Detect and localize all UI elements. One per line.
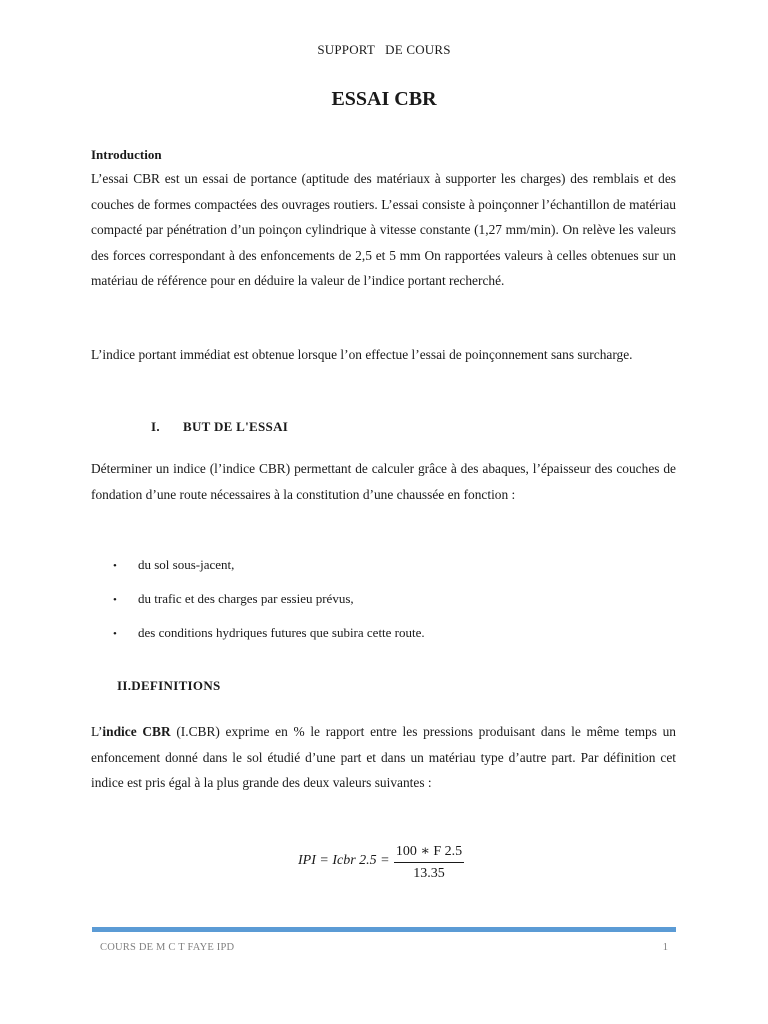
bullet-icon: • <box>113 628 117 640</box>
footer-page-number: 1 <box>662 942 668 953</box>
section-1-number: I. <box>151 419 160 434</box>
page-title: ESSAI CBR <box>331 88 437 110</box>
formula-denominator: 13.35 <box>413 866 445 881</box>
formula-fraction <box>394 842 464 883</box>
list-item-text: du sol sous-jacent, <box>138 557 235 572</box>
section-2-heading: II.DEFINITIONS <box>117 678 221 693</box>
section-2-bold-term: indice CBR <box>102 724 171 739</box>
bullet-icon: • <box>113 560 117 572</box>
formula-numerator: 100 ∗ F 2.5 <box>395 844 463 859</box>
introduction-paragraph-2: L’indice portant immédiat est obtenue lorsque l’on effectue l’essai de poinçonnement sans surcharge. <box>91 347 633 362</box>
introduction-paragraph-1: L’essai CBR est un essai de portance (aptitude des matériaux à supporter les charges) des remblais et des couches de formes compactées des ouvrages routiers. L’essai consiste à poinçonner l’échantillon de matériau compacté par pénétration d’un poinçon cylindrique à vitesse constante (1,27 mm/min). On relève les valeurs des forces correspondant à des enfoncements de 2,5 et 5 mm On rapportées valeurs à celles obtenues sur un matériau de référence pour en déduire la valeur de l’indice portant recherché. <box>91 171 676 288</box>
page-header: SUPPORT DE COURS <box>317 42 451 57</box>
footer-course-label: COURS DE M C T FAYE IPD <box>100 942 235 953</box>
section-1-title: BUT DE L'ESSAI <box>183 419 289 434</box>
fraction-bar <box>394 862 464 863</box>
list-item-text: du trafic et des charges par essieu prévus, <box>138 591 354 606</box>
bullet-icon: • <box>113 594 117 606</box>
list-item <box>113 557 234 573</box>
list-item <box>113 625 425 641</box>
section-2-prefix: L’ <box>91 724 103 739</box>
section-1-paragraph: Déterminer un indice (l’indice CBR) permettant de calculer grâce à des abaques, l’épaisseur des couches de fondation d’une route nécessaires à la constitution d’une chaussée en fonction : <box>91 461 676 502</box>
formula-lhs-text: IPI = Icbr 2.5 = <box>298 853 390 868</box>
list-item-text: des conditions hydriques futures que subira cette route. <box>138 625 425 640</box>
introduction-heading: Introduction <box>91 147 162 162</box>
section-2-text: (I.CBR) exprime en % le rapport entre les pressions produisant dans le même temps un enfoncement donné dans le sol étudié d’une part et dans un matériau type d’autre part. Par définition cet indice est pris égal à la plus grande des deux valeurs suivantes : <box>91 724 677 790</box>
section-1-heading <box>151 419 288 435</box>
section-2-paragraph <box>91 719 676 796</box>
list-item <box>113 591 354 607</box>
footer-rule <box>92 927 676 932</box>
formula-lhs <box>298 853 390 869</box>
